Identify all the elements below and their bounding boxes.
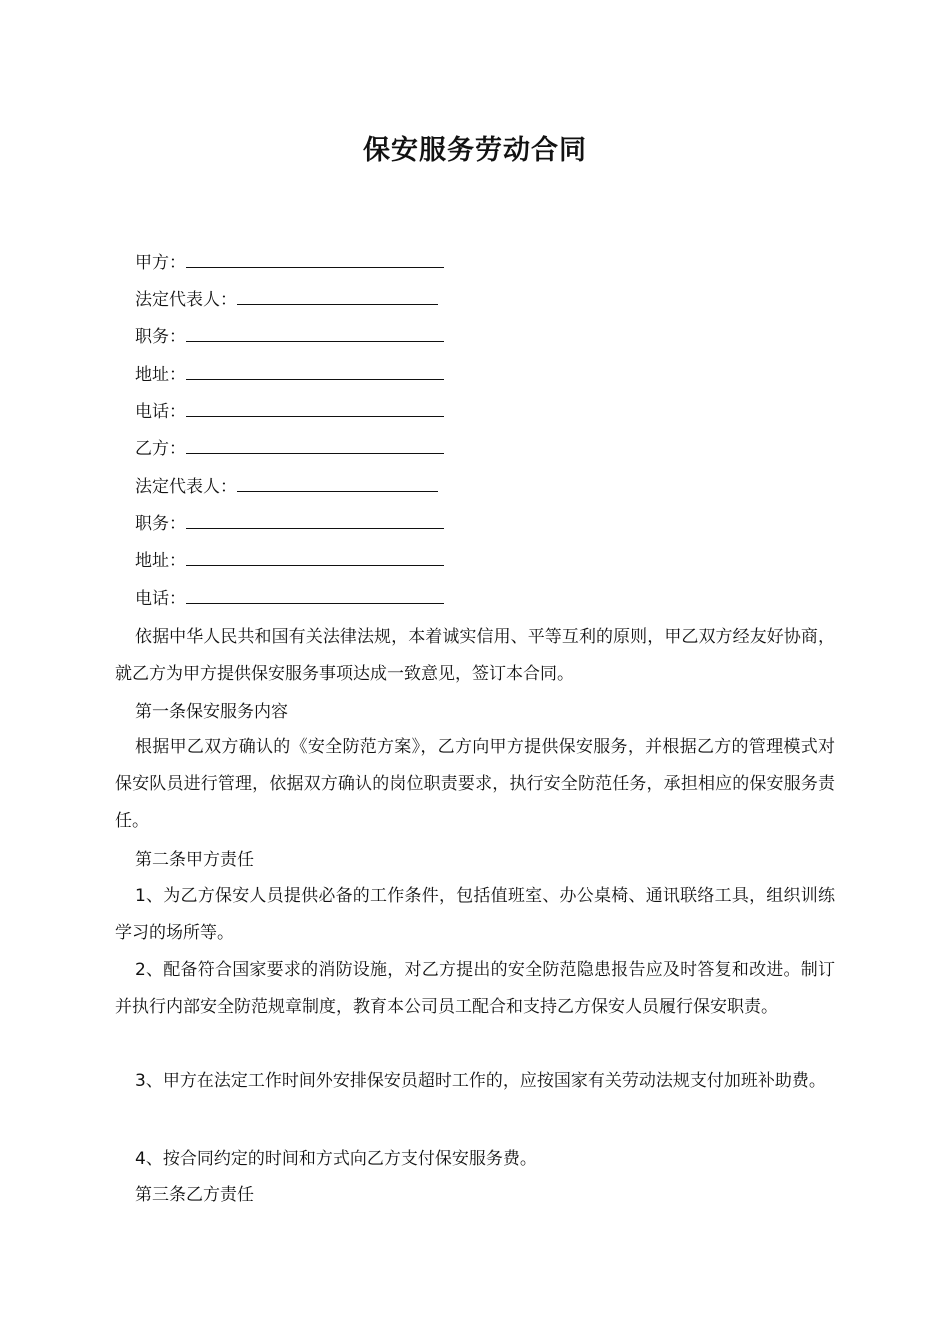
article-3-heading: 第三条乙方责任 — [135, 1185, 254, 1205]
party-a-name-blank[interactable] — [186, 253, 444, 268]
article-2-item: 2、配备符合国家要求的消防设施，对乙方提出的安全防范隐患报告应及时答复和改进。制订并执行内部安全防范规章制度，教育本公司员工配合和支持乙方保安人员履行保安职责。 — [115, 960, 835, 1017]
party-b-position-label: 职务： — [135, 514, 186, 534]
intro-paragraph: 依据中华人民共和国有关法律法规，本着诚实信用、平等互利的原则，甲乙双方经友好协商，就乙方为甲方提供保安服务事项达成一致意见，签订本合同。 — [115, 627, 835, 684]
party-a-phone-label: 电话： — [135, 402, 186, 422]
party-a-address-label: 地址： — [135, 365, 186, 385]
party-a-name-label: 甲方： — [135, 253, 186, 273]
party-b-address-blank[interactable] — [186, 551, 444, 566]
party-a-phone-field — [135, 400, 444, 424]
party-a-phone-blank[interactable] — [186, 402, 444, 417]
party-b-rep-label: 法定代表人： — [135, 477, 237, 497]
article-2-item: 1、为乙方保安人员提供必备的工作条件，包括值班室、办公桌椅、通讯联络工具，组织训练学习的场所等。 — [115, 886, 835, 943]
party-b-rep-field — [135, 475, 438, 499]
party-a-address-blank[interactable] — [186, 365, 444, 380]
party-b-address-label: 地址： — [135, 551, 186, 571]
party-b-name-label: 乙方： — [135, 439, 186, 459]
article-1-text: 根据甲乙双方确认的《安全防范方案》，乙方向甲方提供保安服务，并根据乙方的管理模式对保安队员进行管理，依据双方确认的岗位职责要求，执行安全防范任务，承担相应的保安服务责任。 — [115, 737, 835, 831]
party-b-name-field — [135, 437, 444, 461]
party-a-name-field — [135, 251, 444, 275]
party-a-rep-field — [135, 288, 438, 312]
article-2-heading: 第二条甲方责任 — [135, 850, 254, 870]
party-b-position-blank[interactable] — [186, 514, 444, 529]
party-b-phone-blank[interactable] — [186, 589, 444, 604]
party-a-position-blank[interactable] — [186, 327, 444, 342]
article-2-item: 3、甲方在法定工作时间外安排保安员超时工作的，应按国家有关劳动法规支付加班补助费。 — [135, 1071, 826, 1091]
party-a-position-field — [135, 325, 444, 349]
document-title: 保安服务劳动合同 — [363, 135, 587, 166]
party-a-address-field — [135, 363, 444, 387]
party-a-rep-blank[interactable] — [237, 290, 438, 305]
party-b-phone-label: 电话： — [135, 589, 186, 609]
party-b-address-field — [135, 549, 444, 573]
party-a-rep-label: 法定代表人： — [135, 290, 237, 310]
party-a-position-label: 职务： — [135, 327, 186, 347]
article-2-item: 4、按合同约定的时间和方式向乙方支付保安服务费。 — [135, 1149, 537, 1169]
article-1-heading: 第一条保安服务内容 — [135, 702, 288, 722]
party-b-position-field — [135, 512, 444, 536]
party-b-rep-blank[interactable] — [237, 477, 438, 492]
party-b-phone-field — [135, 587, 444, 611]
party-b-name-blank[interactable] — [186, 439, 444, 454]
